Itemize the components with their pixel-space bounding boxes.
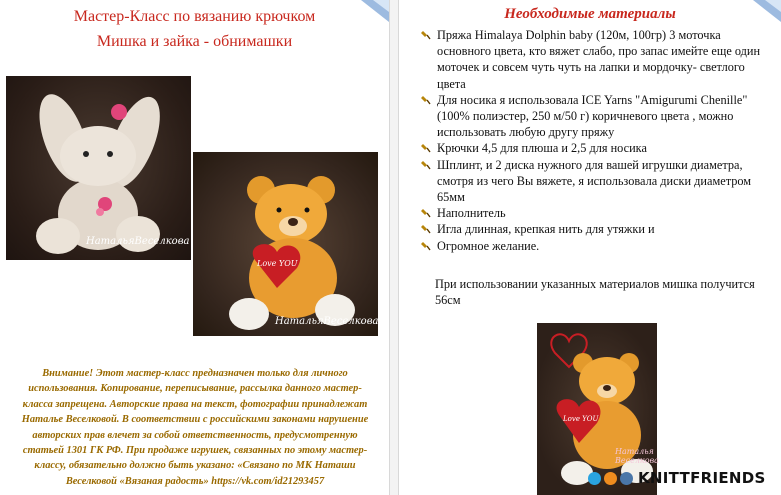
- materials-list-item: [421, 140, 776, 156]
- materials-list: [421, 27, 776, 254]
- pin-bullet-icon: [421, 30, 431, 40]
- materials-item-text: Крючки 4,5 для плюша и 2,5 для носика: [437, 141, 647, 156]
- bear-photo: [193, 152, 378, 336]
- materials-list-item: [421, 92, 776, 141]
- photo-signature: НатальяВеселкова: [86, 236, 190, 247]
- pin-bullet-icon: [421, 160, 431, 170]
- brand-watermark: [588, 469, 766, 487]
- materials-list-item: [421, 205, 776, 221]
- right-page: [399, 0, 781, 495]
- size-note: При использовании указанных материалов мишка получится 56см: [435, 277, 755, 308]
- materials-item-text: Шплинт, и 2 диска нужного для вашей игрушки диаметра, смотря из чего Вы вяжете, я использовала диски диаметром 65мм: [437, 157, 752, 205]
- materials-item-text: Огромное желание.: [437, 238, 540, 253]
- materials-list-item: [421, 157, 776, 206]
- left-page: [0, 0, 389, 495]
- materials-list-item: [421, 221, 776, 237]
- pin-bullet-icon: [421, 241, 431, 251]
- photo-text-line-2: Веселкова: [615, 456, 659, 465]
- pin-bullet-icon: [421, 224, 431, 234]
- bunny-photo: [6, 76, 191, 260]
- photo-text-line-1: Наталья: [615, 447, 654, 456]
- materials-list-item: [421, 27, 776, 92]
- heart-text: Love YOU: [563, 415, 599, 423]
- materials-list-item: [421, 238, 776, 254]
- materials-item-text: Игла длинная, крепкая нить для утяжки и: [437, 222, 655, 237]
- pin-bullet-icon: [421, 95, 431, 105]
- copyright-warning: Внимание! Этот мастер-класс предназначен только для личного использования. Копирование, переписывание, рассылка данного мастер-класса запрещена. Авторские права на текст, фотографии принадлежат Наталье Веселковой. В соответствии с российскими законами нарушение авторских прав влечет за собой ответственность, предусмотренную статьей 1301 ГК РФ. При продаже игрушек, связанных по этому мастер-классу, обязательно должно быть указано: «Связано по МК Наташи Веселковой «Вязаная радость» https://vk.com/id21293457: [21, 368, 369, 487]
- bunny-illustration: [6, 76, 191, 260]
- pin-bullet-icon: [421, 143, 431, 153]
- photo-signature: НатальяВеселкова: [275, 316, 379, 327]
- page-divider: [389, 0, 399, 495]
- materials-item-text: Пряжа Himalaya Dolphin baby (120м, 100гр) 3 моточка основного цвета, кто вяжет слабо, про запас имейте еще один моточек и совсем чуть чуть на лапки и мордочку- светлого цвета: [437, 28, 761, 91]
- odnoklassniki-icon: [604, 472, 617, 485]
- materials-title: Необходимые материалы: [504, 6, 676, 22]
- materials-item-text: Для носика я использовала ICE Yarns "Amigurumi Chenille"(100% полиэстер, 250 м/50 г) коричневого цвета , можно использовать любую другу пряжу: [437, 92, 748, 140]
- heart-text: Love YOU: [257, 259, 298, 268]
- telegram-icon: [588, 472, 601, 485]
- title-line-2: Мишка и зайка - обнимашки: [96, 33, 293, 50]
- pin-bullet-icon: [421, 208, 431, 218]
- bear-illustration: [193, 152, 378, 336]
- materials-item-text: Наполнитель: [437, 206, 506, 221]
- brand-name: KNITTFRIENDS: [638, 469, 766, 487]
- vk-icon: [620, 472, 633, 485]
- title-line-1: Мастер-Класс по вязанию крючком: [73, 8, 316, 25]
